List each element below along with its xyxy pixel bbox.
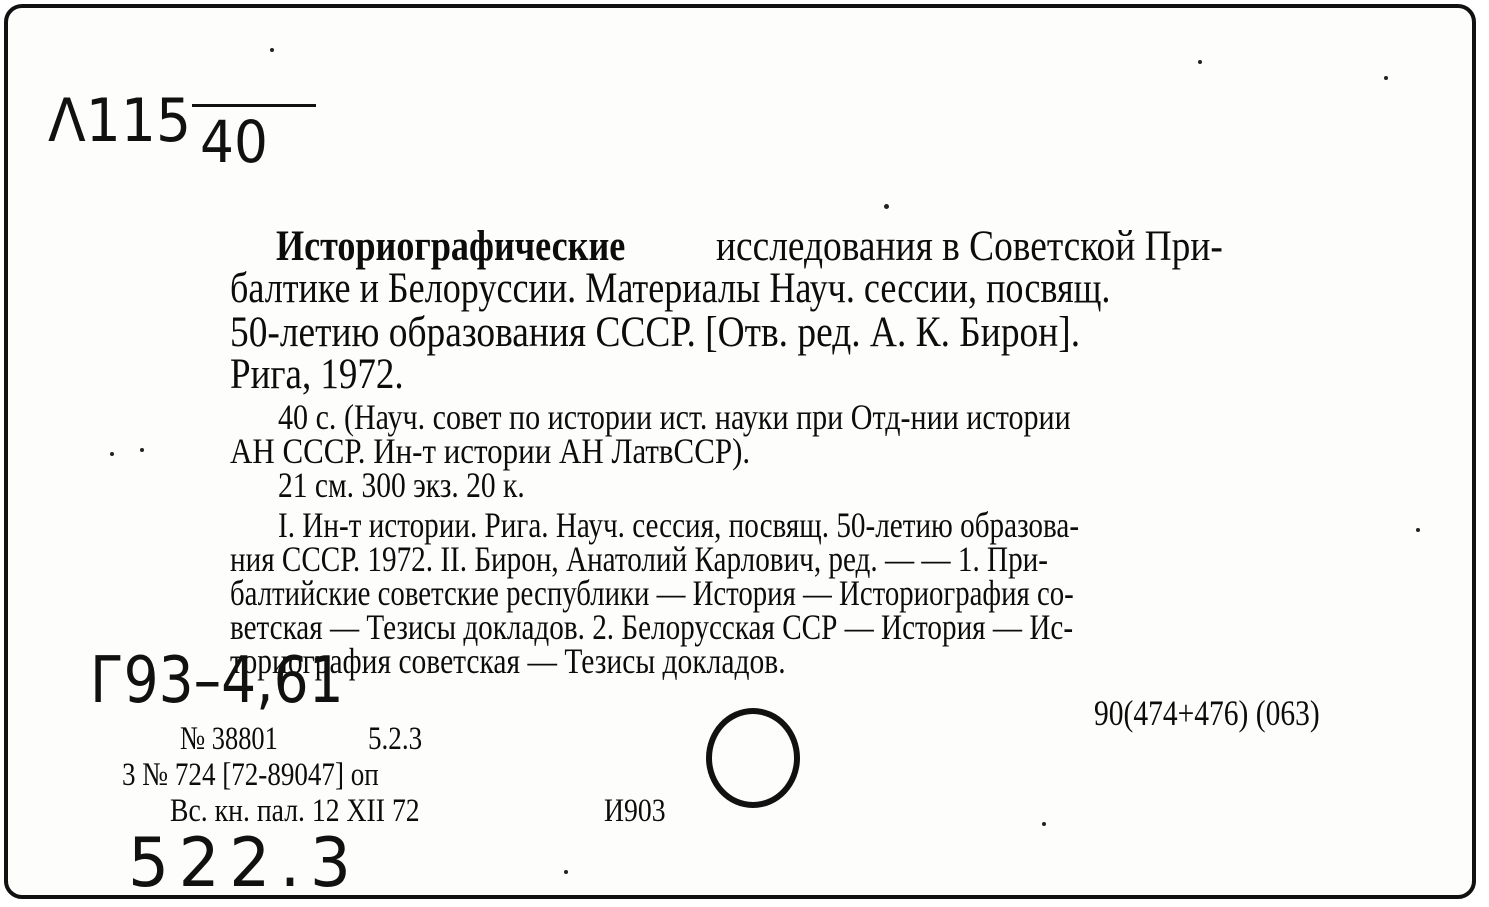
- collation-line-2: АН СССР. Ин-т истории АН ЛатвССР).: [230, 431, 751, 471]
- format-line: 21 см. 300 экз. 20 к.: [278, 465, 525, 505]
- scan-speck: [1384, 76, 1388, 80]
- handwritten-shelf-denominator: 40: [200, 108, 268, 176]
- title-line-2: балтике и Белоруссии. Материалы Науч. сессии, посвящ.: [230, 265, 1111, 312]
- circle-mark: [706, 708, 800, 808]
- udc-number: 90(474+476) (063): [1094, 693, 1320, 733]
- notes-line-3: балтийские советские республики — История — Историография со-: [230, 573, 1074, 613]
- title-line-3: 50-летию образования СССР. [Отв. ред. А. К. Бирон].: [230, 309, 1081, 356]
- order-line: 3 № 724 [72-89047] оп: [122, 757, 379, 793]
- scan-speck: [110, 452, 114, 456]
- handwritten-inventory-number: Г93–4,61: [90, 644, 344, 718]
- scan-speck: [1042, 822, 1046, 826]
- fraction-line: [192, 104, 316, 107]
- title-line-1: исследования в Советской При-: [716, 223, 1223, 270]
- notes-line-4: ветская — Тезисы докладов. 2. Белорусская ССР — История — Ис-: [230, 607, 1074, 647]
- scan-speck: [1198, 60, 1202, 64]
- scan-speck: [884, 204, 889, 209]
- title-bold-word: Историографические: [276, 223, 626, 270]
- scan-speck: [564, 870, 568, 874]
- title-line-4: Рига, 1972.: [230, 351, 404, 398]
- scan-speck: [140, 448, 144, 452]
- scan-speck: [1416, 528, 1420, 532]
- notes-line-1: I. Ин-т истории. Рига. Науч. сессия, посвящ. 50-летию образова-: [278, 505, 1080, 545]
- handwritten-shelf-code: Λ115: [48, 86, 192, 156]
- scan-speck: [270, 48, 274, 52]
- record-class: 5.2.3: [368, 721, 423, 757]
- handwritten-classification: 522.3: [128, 824, 361, 899]
- catalog-card: [4, 4, 1476, 899]
- record-number: № 38801: [180, 721, 278, 757]
- notes-line-5: ториография советская — Тезисы докладов.: [230, 641, 786, 681]
- chamber-line: Вс. кн. пал. 12 XII 72: [170, 793, 420, 829]
- collation-line-1: 40 с. (Науч. совет по истории ист. науки при Отд-нии истории: [278, 397, 1071, 437]
- stamp-code: И903: [604, 793, 666, 829]
- notes-line-2: ния СССР. 1972. II. Бирон, Анатолий Карлович, ред. — — 1. При-: [230, 539, 1048, 579]
